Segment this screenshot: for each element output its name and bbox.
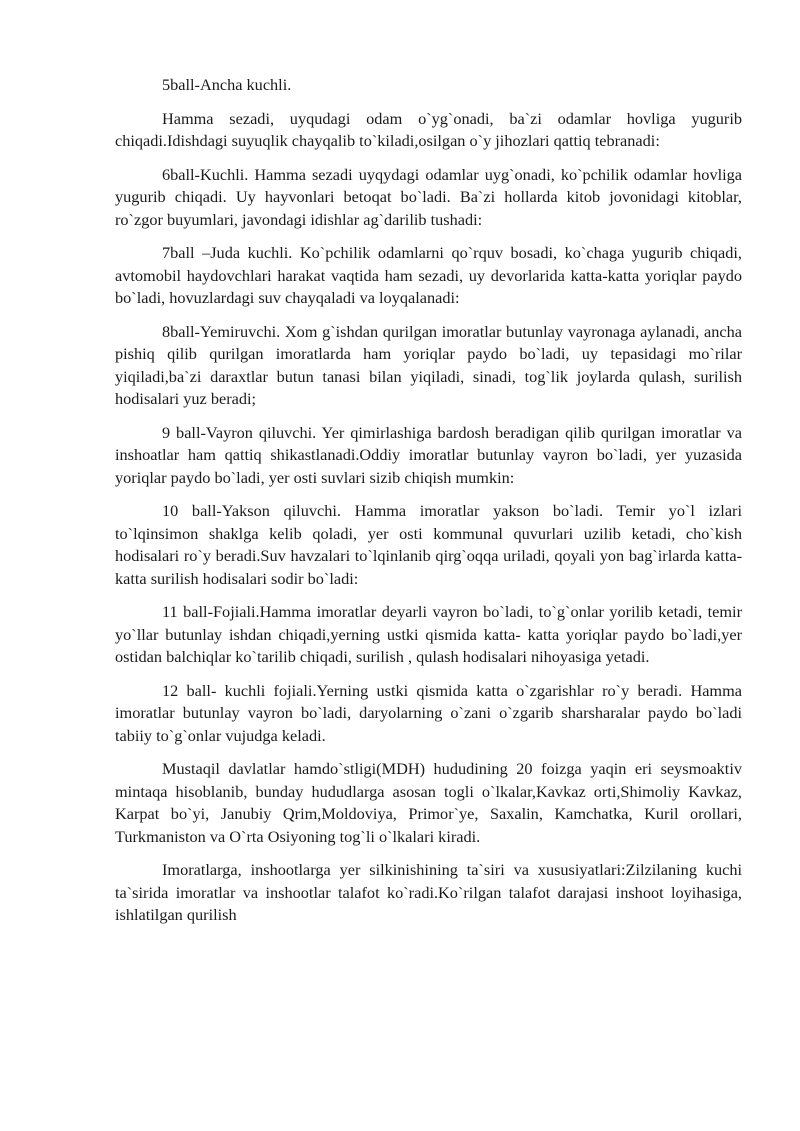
paragraph-building-effects: Imoratlarga, inshootlarga yer silkinishining ta`siri va xususiyatlari:Zilzilaning kuchi ta`sirida imoratlar va inshootlar talafot ko`radi.Ko`rilgan talafot darajasi inshoot loyihasiga, ishlatilgan qurilish [115,860,742,924]
paragraph-5-ball-description: Hamma sezadi, uyqudagi odam o`yg`onadi, ba`zi odamlar hovliga yugurib chiqadi.Idishdagi suyuqlik chayqalib to`kiladi,osilgan o`y jihozlari qattiq tebranadi: [115,108,742,150]
paragraph-7-ball: 7ball –Juda kuchli. Ko`pchilik odamlarni qo`rquv bosadi, ko`chaga yugurib chiqadi, avtomobil haydovchlari harakat vaqtida ham sezadi, uy devorlarida katta-katta yoriqlar paydo bo`ladi, hovuzlardagi suv chayqaladi va loyqalanadi: [115,243,742,307]
document-page [115,74,742,938]
paragraph-5-ball: 5ball-Ancha kuchli. [162,75,292,94]
paragraph-12-ball: 12 ball- kuchli fojiali.Yerning ustki qismida katta o`zgarishlar ro`y beradi. Hamma imoratlar butunlay vayron bo`ladi, daryolarning o`zani o`zgarib sharsharalar paydo bo`ladi tabiiy to`g`onlar vujudga keladi. [115,680,742,745]
paragraph-10-ball: 10 ball-Yakson qiluvchi. Hamma imoratlar yakson bo`ladi. Temir yo`l izlari to`lqinsimon shaklga kelib qoladi, yer osti kommunal quvurlari uzilib ketadi, cho`kish hodisalari ro`y beradi.Suv havzalari to`lqinlanib qirg`oqqa uriladi, qoyali yon bag`irlarda katta-katta surilish hodisalari sodir bo`ladi: [115,501,742,588]
paragraph-mdh-seismic-regions: Mustaqil davlatlar hamdo`stligi(MDH) hududining 20 foizga yaqin eri seysmoaktiv mintaqa hisoblanib, bunday hududlarga asosan togli o`lkalar,Kavkaz orti,Shimoliy Kavkaz, Karpat bo`yi, Janubiy Qrim,Moldoviya, Primor`ye, Saxalin, Kamchatka, Kuril orollari, Turkmaniston va O`rta Osiyoning tog`li o`lkalari kiradi. [115,759,742,846]
paragraph-8-ball: 8ball-Yemiruvchi. Xom g`ishdan qurilgan imoratlar butunlay vayronaga aylanadi, ancha pishiq qilib qurilgan imoratlarda ham yoriqlar paydo bo`ladi, uy tepasidagi mo`rilar yiqiladi,ba`zi daraxtlar butun tanasi bilan yiqiladi, sinadi, tog`lik joylarda qulash, surilish hodisalari yuz beradi; [115,321,742,408]
paragraph-6-ball: 6ball-Kuchli. Hamma sezadi uyqydagi odamlar uyg`onadi, ko`pchilik odamlar hovliga yugurib chiqadi. Uy hayvonlari betoqat bo`ladi. Ba`zi hollarda kitob jovonidagi kitoblar, ro`zgor buyumlari, javondagi idishlar ag`darilib tushadi: [115,164,742,229]
paragraph-11-ball: 11 ball-Fojiali.Hamma imoratlar deyarli vayron bo`ladi, to`g`onlar yorilib ketadi, temir yo`llar butunlay ishdan chiqadi,yerning ustki qismida katta- katta yoriqlar paydo bo`ladi,yer ostidan balchiqlar ko`tarilib chiqadi, surilish , qulash hodisalari nihoyasiga yetadi. [115,602,742,666]
paragraph-9-ball: 9 ball-Vayron qiluvchi. Yer qimirlashiga bardosh beradigan qilib qurilgan imoratlar va inshoatlar ham qattiq shikastlanadi.Oddiy imoratlar butunlay vayron bo`ladi, yer yuzasida yoriqlar paydo bo`ladi, yer osti suvlari sizib chiqish mumkin: [115,422,742,487]
